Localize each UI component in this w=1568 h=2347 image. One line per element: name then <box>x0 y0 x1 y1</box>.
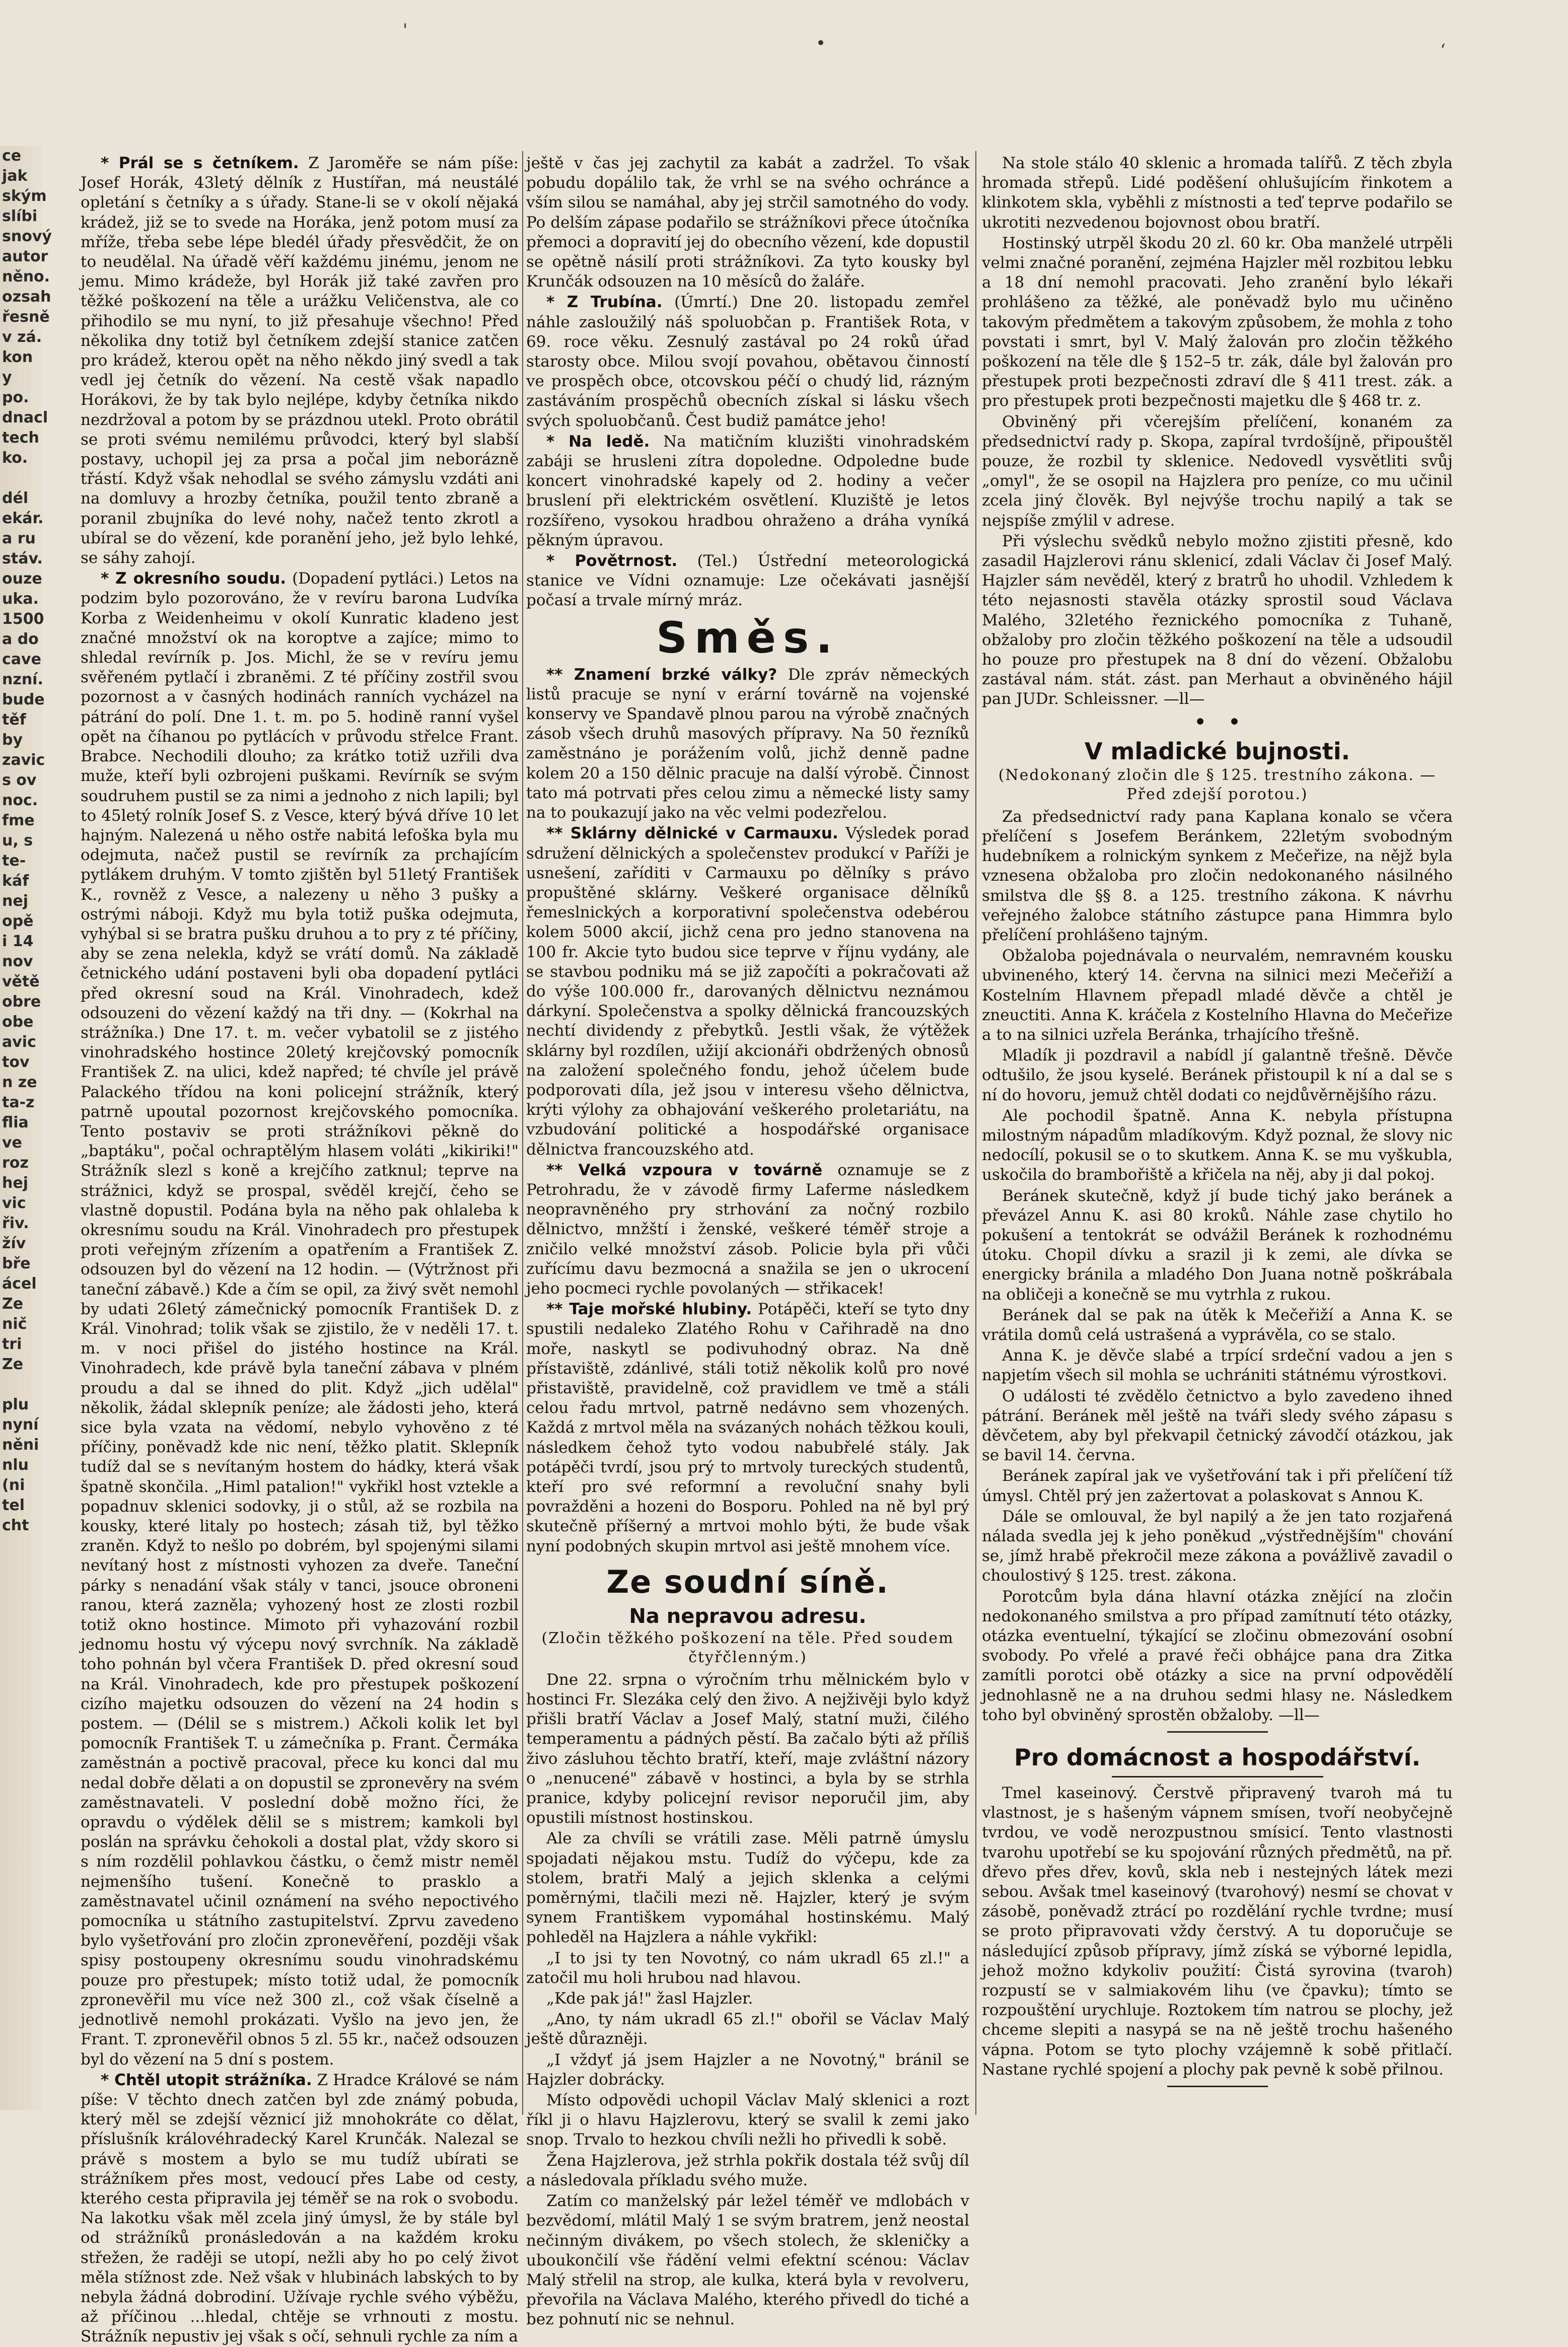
article-lead: * Z Trubína. <box>546 293 663 312</box>
article-lead: * Z okresního soudu. <box>101 570 287 588</box>
article-body: O události té zvědělo četnictvo a bylo zavedeno ihned pátrání. Beránek měl ještě na tváři sledy svého zápasu s děvčetem, aby byl překvapil četnický závodčí otázkou, jak se bavil 14. června. <box>982 1387 1453 1465</box>
article-body: Dle zpráv německých listů pracuje se nyní v erární továrně na vojenské konservy ve Spandavě plnou parou na výrobě značných zásob všech druhů masových přípravy. Na 50 řezníků zaměstnáno je porážením volů, jichž denně padne kolem 20 a 150 dělnic pracuje na další výrobě. Činnost tato má potrvati přes celou zimu a německé listy samy na to poukazují jako na věc velmi podezřelou. <box>526 665 969 822</box>
article-subtitle: (Zločin těžkého poškození na těle. Před soudem čtyřčlenným.) <box>541 1629 954 1666</box>
article-continuation: ještě v čas jej zachytil za kabát a zadržel. To však pobudu dopálilo tak, že vrhl se na svého ochránce a vším silou se namáhal, aby jej strčil samotného do vody. Po delším zápase podařilo se strážníkovi přece útočníka přemoci a dopravití jej do obecního vězení, kde dopustil se opětně násilí proti strážníkovi. Za tyto kousky byl Krunčák odsouzen na 10 měsíců do žaláře. <box>526 154 969 291</box>
quote-line: „I to jsi ty ten Novotný, co nám ukradl 65 zl.!" a zatočil mu holi hrubou nad hlavou. <box>526 1949 969 1987</box>
quote-line: „Kde pak já!" žasl Hajzler. <box>546 1989 753 2008</box>
article-jaromer <box>81 154 519 568</box>
article-body: Potápěči, kteří se tyto dny spustili nedaleko Zlatého Rohu v Cařihradě na dno moře, naskytl se podivuhodný obraz. Na dně přístaviště, zdánlivé, stáli totiž několik kolů pro nové přistaviště, pravidelně, což pravidlem ve tmě a stáli celou řadu mrtvol, patrně nedávno sem vhozených. Každá z mrtvol měla na svázaných nohách těžkou kouli, následkem čehož tyto vodou nabubřelé stály. Jak potápěči tvrdí, jsou prý to mrtvoly tureckých studentů, kteří pro své reformní a revoluční snahy byli povražděni a hozeni do Bosporu. Pohled na ně byl prý skutečně příšerný a mrtvoi mohlo býti, že bude však nyní podobných skupin mrtvol asi ještě mnohem více. <box>526 1300 969 1555</box>
column-2 <box>526 154 970 2329</box>
section-heading-soudni-sin: Ze soudní síně. <box>606 1563 889 1600</box>
article-body: (Tel.) Ústřední meteorologická stanice ve Vídni oznamuje: Lze očekávati jasnější počasí a trvale mírný mráz. <box>526 552 970 610</box>
section-divider <box>1167 1731 1268 1733</box>
article-body: Tmel kaseinový. Čerstvě připravený tvaroh má tu vlastnost, je s hašeným vápnem smísen, tvoří neobyčejně tvrdou, ve vodě nerozpustnou smísicí. Tento vlastnosti tvarohu upotřebí se ku spojování různých předmětů, na př. dřevo přes dřev, kovů, skla neb i nestejných látek mezi sebou. Avšak tmel kaseinový (tvarohový) nesmí se chovat v zásobě, poněvadž ztrácí po rozdělání rychle tvrdne; musí se proto připravovati vždy čerstvý. A tu doporučuje se následující způsob přípravy, jímž získá se výborné lepidla, jehož možno kdykoliv použití: Čistá syrovina (tvaroh) rozpustí se v salmiakovém lihu (ve čpavku); tímto se rozpouštění urychluje. Roztokem tím natrou se plochy, jež chceme slepiti a nasypá se na ně ještě trochu hašeného vápna. Potom se tyto plochy vzájemně k sobě přitlačí. Nastane rychlé spojení a plochy pak pevně k sobě přilnou. <box>982 1784 1453 2079</box>
article-lead: ** Sklárny dělnické v Carmauxu. <box>546 824 838 843</box>
quote-line: „I vždyť já jsem Hajzler a ne Novotný," bránil se Hajzler dobrácky. <box>526 2050 969 2089</box>
article-body: Z Jaroměře se nám píše: Josef Horák, 43letý dělník z Hustířan, má neustálé opletání s četníky a s úřady. Stane-li se v okolí nějaká krádež, již se to svede na Horáka, jenž potom musí za mříže, třeba sebe lépe bledél úřady přesvědčit, že on to neudělal. Na úřadě věří každému jinému, jenom ne jemu. Mimo krádeže, byl Horák již také zavřen pro těžké poškození na těle a urážku Veličenstva, ale co přihodilo se mu nyní, to již přesahuje všechno! Před několika dny totiž byl četníkem zdejší stanice zatčen pro krádež, kterou opět na něho někdo jiný svedl a tak vedl jej četník do vězení. Na cestě však napadlo Horákovi, že by tak bylo nejlépe, kdyby četníka nikdo nezdržoval a potom by se prázdnou utekl. Proto obrátil se proti svému nemilému průvodci, který byl slabší postavy, uchopil jej za prsa a počal jim neborázně třástí. Když však nehodlal se svého zámyslu vzdáti ani na domluvy a hrozby četníka, použil tento zbraně a poranil zbujníka do levé nohy, načež tento zkrotl a ubíral se do vězení, kde poranění jeho, jež bylo lehké, se sáhy zahojí. <box>81 154 519 567</box>
article-body: oznamuje se z Petrohradu, že v závodě firmy Laferme následkem neopravněného pry strhování za nočný rozbilo dělnictvo, mnžští i ženské, veškeré téměř stroje a zničilo velké množství zásob. Policie byla při vůči zuřícímu davu bezmocná a snažila se jen o ukrocení jeho pocmeci rychle povolaných — střikacek! <box>526 1161 969 1298</box>
article-lead: ** Taje mořské hlubiny. <box>546 1300 752 1319</box>
article-na-lede <box>526 432 969 550</box>
article-body: Beránek skutečně, když jí bude tichý jako beránek a převázel Annu K. asi 80 kroků. Náhle zase chytilo ho pokušení a tentokrát se odvážil Beránek k rozhodnému útoku. Chopil dívku a srazil ji k zemi, ale dívka se energicky bránila a mladého Don Juana notně poškrábala na obličeji a konečně se mu vytrhla z rukou. <box>982 1186 1453 1304</box>
article-body: Ale za chvíli se vrátili zase. Měli patrně úmyslu spojadati nějakou mstu. Tudíž do výčepu, kde za stolem, bratři Malý a jejich sklenka a celými poměrnými, tlačili mezi ně. Hajzler, který je svým synem Františkem vypomáhal hostinskému. Malý pohleděl na Hajzlera a náhle vykřikl: <box>526 1829 969 1947</box>
article-body: Hostinský utrpěl škodu 20 zl. 60 kr. Oba manželé utrpěli velmi značné poranění, zejména Hajzler měl rozbitou lebku a 18 dní nemohl pracovati. Jeho zranění bylo lékaři prohlášeno za těžké, ale poněvadž bylo mu učiněno takovým předmětem a takovým způsobem, že mohla z toho povstati i smrt, byl V. Malý žalován pro zločin těžkého poškození na těle dle § 152–5 tr. zák, dále byl žalován pro přestupek proti bezpečnosti zdraví dle § 411 trest. zák. a pro přestupek proti bezpečnosti majetku dle § 468 tr. z. <box>982 234 1453 410</box>
article-lead: ** Znamení brzké války? <box>546 665 777 684</box>
article-body: Dále se omlouval, že byl napilý a že jen tato rozjařená nálada svedla jej k jeho poněkud „výstřednějším" chování se, jímž hrabě překročil meze zákona a povážlivě zavadil o choulostivý § 125. trest. zákona. <box>982 1507 1453 1585</box>
article-body: Dne 22. srpna o výročním trhu mělnickém bylo v hostinci Fr. Slezáka celý den živo. A nejživěji bylo když přišli bratří Václav a Josef Malý, statní muži, čilého temperamentu a pádných pěstí. Ba začalo býti až příliš živo zásluhou těchto bratří, kteří, maje zvláštní názory o „nenucené" zábavě v hostinci, a byla by se strhla pranice, kdyby policejní revisor neporučil jim, aby opustili místnost hostinskou. <box>526 1670 969 1827</box>
article-body: Beránek dal se pak na útěk k Mečeřiží a Anna K. se vrátila domů celá ustrašená a vyprávěla, co se stalo. <box>982 1306 1453 1344</box>
article-body: Za předsednictví rady pana Kaplana konalo se včera přelíčení s Josefem Beránkem, 22letým svobodným hudebníkem a rolnickým synkem z Mečeřize, na nějž byla vznesena obžaloba pro zločin nedokonaného násilného smilstva dle §§ 8. a 125. trestního zákona. K návrhu veřejného žalobce státního zástupce pana Himmra bylo přelíčení prohlášeno tajným. <box>982 807 1453 944</box>
article-title-mladicke: V mladické bujnosti. <box>1084 737 1350 765</box>
article-povetrnost <box>526 551 969 611</box>
article-body: (Dopadení pytláci.) Letos na podzim bylo pozorováno, že v revíru barona Ludvíka Korba z Weidenheimu v okolí Kunratic kladeno jest značné množství ok na koroptve a zajíce; mimo to shledal revírník p. Jos. Michl, že se v revíru jemu svěřeném pytlačí i zbraněmi. Z té příčiny zostřil svou pozornost a v časných hodinách ranních vycházel na pátrání do polí. Dne 1. t. m. po 5. hodině ranní vyšel opět na číhanou po pytlácích v průvodu střelce Frant. Brabce. Nechodili dlouho; za krátko totiž uzřili dva muže, kteří byli ozbrojeni puškami. Revírník se svým soudruhem pustil se za nimi a jednoho z nich lapili; byl to 45letý rolník Josef S. z Vesce, který bývá dříve 10 let hajným. Nalezená u něho ostře nabitá lefoška byla mu odejmuta, načež pustil se revírník za prchajícím pytlákem druhým. V tomto zjištěn byl 51letý František K., rovněž z Vesce, a nalezeny u něho 3 pušky a ostrými náboji. Když mu byla totiž puška odejmuta, vyhýbal si se bratra pušku druhou a to pry z té příčiny, aby se zena nelekla, když se vrátí domů. Na základě četnického udání postaveni byli oba dopadení pytláci před okresní soud na Král. Vinohradech, kdež odsouzeni do vězení každý na tři dny. — (Kokrhal na strážníka.) Dne 17. t. m. večer vybatolil se z jistého vinohradského hostince 20letý krejčovský pomocník František Z. na ulici, kdež napřed; té chvíle jel právě Palackého třídou na koni policejní strážník, který patrně upoutal pozornost krejčovského pomocníka. Tento postaviv se proti strážníkovi pěkně do „baptáku", počal ochraptělým hlasem voláti „kikiriki!" Strážník slezl s koně a krejčího zatknul; teprve na strážnici, když se prospal, svěděl krejčí, čeho se vlastně dopustil. Podána byla na něho pak ohlaleba k okresnímu soudu na Král. Vinohradech pro přestupek proti veřejným zřízením a opatřením a František Z. odsouzen byl do vězení na 12 hodin. — (Výtržnost při taneční zábavě.) Kde a čím se opil, za živý svět nemohl by udati 26letý zámečnický pomocník František D. z Král. Vinohrad; tolik však se zjistilo, že v neděli 17. t. m. v noci přišel do jistého hostince na Král. Vinohradech, kde právě byla taneční zábava v plném proudu a dal se ihned do plit. Když „jich udělal" několik, žádal sklepník peníze; ale žádosti jeho, která sice byla vzata na vědomí, nebylo vyhověno z té příčiny, poněvadž kde nic není, těžko platit. Sklepník tudíž dal se s nevítaným hostem do hádky, která však špatně skončila. „Himl patalion!" vykřikl host vztekle a popadnuv sklenici sodovky, ji o stůl, až se rozbila na kousky, které litaly po hostech; zásah tiž, byl těžko zraněn. Když to nešlo po dobrém, byl spojenými silami nevítaný host z místnosti vyhozen za dveře. Taneční párky s nenadání však stály v tanci, jsouce obroneni ranou, která zazněla; vyhozený host ze zlosti rozbil totiž okno hostince. Mimoto při vyhazování rozbil jednomu hostu vý výcepu nový svrchník. Na základě toho pohnán byl včera František D. před okresní soud na Král. Vinohradech, kde pro přestupek poškození cizího majetku odsouzen do vězení na 24 hodin s postem. — (Délil se s mistrem.) Ačkoli kolik let byl pomocník František T. u zámečníka p. Frant. Čermáka zaměstnán a poctivě pracoval, přece ku konci dal mu nedal dobře dělati a on dopustil se zpronevěry na svém zaměstnavateli. V poslední době možno říci, že opravdu o výdělek dělil se s mistrem; kamkoli byl poslán na správku čehokoli a dostal plat, vždy skoro si s ním rozdělil pohlavkou částku, o čemž mistr neměl nejmenšího tušení. Konečně to prasklo a zaměstnavatel učinil oznámení na svého nepoctivého pomocníka u státního zastupitelství. Zprvu zavedeno bylo vyšetřování pro zločin zpronevěření, později však spisy postoupeny okresnímu soudu vinohradskému pouze pro přestupek; místo totiž udal, že pomocník zpronevěřil mu více než 300 zl., což však číselně a jednotlivě nemohl prokázati. Vyšlo na jevo jen, že Frant. T. zpronevěřil obnos 5 zl. 55 kr., načež odsouzen byl do vězení na 5 dní s postem. <box>81 570 519 2069</box>
article-title-nepravou: Na nepravou adresu. <box>629 1604 867 1628</box>
article-body: Na matičním kluzišti vinohradském zabáji se hrusleni zítra dopoledne. Odpoledne bude koncert vinohradské kapely od 2. hodiny a večer bruslení při elektrickém osvětlení. Kluziště je letos rozšířeno, vysokou hradbou ohraženo a dráha vyníká pěkným úpravou. <box>526 432 969 549</box>
column-rule-1 <box>522 151 523 2115</box>
column-1 <box>81 154 519 2346</box>
article-lead: * Na ledě. <box>546 432 650 451</box>
column-3 <box>982 154 1453 2112</box>
column-rule-2 <box>975 151 976 2115</box>
gutter-text: ce jak ským slíbi snový autor něno. ozsah řesně v zá. kon y po. dnacl tech ko. dél ekár. a ru stáv. ouze uka. 1500 a do cave nzní. bude těf by zavic s ov noc. fme u, s te- káf nej opě i 14 nov větě obre obe avic tov n ze ta-z flia ve roz hej vic řiv. žív bře ácel Ze nič tri Ze plu nyní něni nlu (ni tel cht <box>2 147 52 1534</box>
article-body: Při výslechu svědků nebylo možno zjistiti přesně, kdo zasadil Hajzlerovi ránu sklenicí, zdali Václav či Josef Malý. Hajzler sám nevěděl, který z bratrů ho uhodil. Vzhledem k této nejasnosti stavěla otázky sprostil soud Václava Malého, 32letého řeznického pomocníka z Tuhaně, obžaloby pro zločin těžkého poškození na těle a udsoudil ho pouze pro přestupek na 8 dní do vězení. Obžalobu zastával nám. stát. zást. pan Merhaut a obviněného hájil pan JUDr. Schleissner. —ll— <box>982 532 1453 708</box>
article-okresni-soud <box>81 569 519 2069</box>
article-body: Místo odpovědi uchopil Václav Malý sklenici a rozt říkl ji o hlavu Hajzlerovu, který se svalil k zemi jako snop. Trvalo to hezkou chvíli nežli ho přivedli k sobě. <box>526 2091 969 2149</box>
page-mark: • <box>816 33 826 53</box>
article-body: Na stole stálo 40 sklenic a hromada talířů. Z těch zbyla hromada střepů. Lidé poděšení ohlušujícím řinkotem a klinkotem skla, vyběhli z místnosti a teď teprve podařilo se ukrotiti nezvedenou bojovnost obou bratří. <box>982 154 1453 232</box>
article-body: Porotcům byla dána hlavní otázka znějící na zločin nedokonaného smilstva a pro případ zamítnutí této otázky, otázka eventuelní, týkající se zločinu obmezování osobní svobody. Po vřelé a pravé řeči obhájce pana dra Zitka zamítli porotci obě otázky a sice na první odpovědělí jednohlasně ne a na druhou sedmi hlasy ne. Následkem toho byl obviněný sprostěn obžaloby. —ll— <box>982 1587 1453 1724</box>
article-body: Z Hradce Králové se nám píše: V těchto dnech zatčen byl zde známý pobuda, který měl se zdejší věznicí již mnohokráte co dělat, příslušník královéhradecký Karel Krunčák. Nalezal se právě s mostem a bylo se mu tudíž ubírati se strážníkem přes most, vedoucí přes Labe od cesty, kterého cesta připravila jej téměř se na rok o svobodu. Na lakotku však měl zcela jiný úmysl, že by stále byl od strážníků pronásledován a na každém kroku střežen, že raději se utopí, nežli aby ho po celý život měla stížnost zde. Než však v hlubinách labských to by nebyla žádná dobrodiní. Užívaje rychle svého výběžu, až příčinou ...hledal, chtěje se vrhnouti z mostu. Strážník nepustiv jej však s očí, sehnuli rychle za ním a <box>81 2071 519 2346</box>
article-hradec <box>81 2071 519 2347</box>
article-lead: * Chtěl utopit strážníka. <box>101 2071 312 2089</box>
article-lead: * Prál se s četníkem. <box>101 154 299 172</box>
article-body: Žena Hajzlerova, jež strhla pokřik dostala též svůj díl a následovala příkladu svého muže. <box>526 2151 969 2189</box>
article-body: Zatím co manželský pár ležel téměř ve mdlobách v bezvědomí, mlátil Malý 1 se svým bratrem, jenž neostal nečinným divákem, po všech stolech, že skleničky a uboukončilí vše řádění velmi efektní scénou: Václav Malý střelil na strop, ale kulka, která byla v revolveru, převořila na Václava Malého, kterého přivedl do tiché a bez pohnutí nic se nehnul. <box>526 2192 969 2329</box>
page-mark: ʻ <box>1440 40 1446 60</box>
section-heading-smes: Směs. <box>656 612 839 663</box>
article-body: Anna K. je děvče slabé a trpící srdeční vadou a jen s napjetím všech sil mohla se uchrániti státnému výrostkovi. <box>982 1346 1453 1385</box>
article-body: Obžaloba pojednávala o neurvalém, nemravném kousku ubvineného, který 14. června na silnici mezi Mečeřiží a Kostelním Hlavnem přepadl mladé děvče a chtěl je zneuctiti. Anna K. kráčela z Kostelního Hlavna do Mečeřize a to na silnici uzřela Beránka, trhajícího třešně. <box>982 947 1453 1044</box>
smes-item <box>526 1300 969 1556</box>
page-mark: ' <box>403 20 408 40</box>
article-body: Mladík ji pozdravil a nabídl jí galantně třešně. Děvče odtušilo, že jsou kyselé. Beránek přistoupil k ní a dal se s ní do hovoru, jemuž chtěl dodati co nejdůvěrnějšího rázu. <box>982 1046 1453 1104</box>
section-divider <box>1112 1776 1323 1777</box>
article-body: Obviněný při včerejším přelíčení, konaném za předsednictví rady p. Skopa, zapíral tvrdošíjně, připouštěl pouze, že rozbil ty sklenice. Nedovedl vysvětliti svůj „omyl", že se osopil na Hajzlera pro peníze, co mu učinil zcela jiný člověk. Byl nejvýše trochu napilý a tak se nejspíše zmýlil v adrese. <box>982 412 1453 530</box>
article-subtitle: (Nedokonaný zločin dle § 125. trestního zákona. — Před zdejší porotou.) <box>998 766 1437 803</box>
article-lead: * Povětrnost. <box>546 552 678 571</box>
smes-item <box>526 1161 969 1299</box>
quote-line: „Ano, ty nám ukradl 65 zl.!" obořil se Václav Malý ještě důrazněji. <box>526 2010 969 2048</box>
smes-item <box>526 665 969 823</box>
smes-item <box>526 824 969 1159</box>
article-body: Výsledek porad sdružení dělnických a společenstev produkcí v Paříži je usnešení, zaříditi v Carmauxu po dělníky s právo propuštěné sklárny. Veškeré organisace dělníků řemeslnických a korporativní společenstva odebérou kolem 5000 akcií, jichž cena pro jedno stanovena na 100 fr. Akcie tyto budou sice teprve v říjnu vydány, ale se stavbou podniku má se již započíti a pokračovati až do výše 100.000 fr., darovaných dělnictvu neznámou dárkyní. Společenstva a spolky dělnická francouzských nechtí dividendy z přebytků. Jestli však, že výtěžek sklárny byl rozdílen, užijí akcionáři obdržených obnosů na založení společného fondu, jehož účelem bude podporovati díla, jež jsou v interesu všeho dělnictva, krýti výlohy za obhajování veškerého proletariátu, na vzbudování politické a hospodářské organisace dělnictva francouzského atd. <box>526 824 969 1159</box>
article-body: Beránek zapíral jak ve vyšetřování tak i při přelíčení tíž úmysl. Chtěl prý jen zažertovat a polaskovat s Annou K. <box>982 1467 1453 1505</box>
article-lead: ** Velká vzpoura v továrně <box>546 1161 823 1179</box>
separator-dots: • • <box>1193 709 1241 735</box>
adjacent-page-gutter <box>0 146 52 2110</box>
article-body: (Úmrtí.) Dne 20. listopadu zemřel náhle zasloužilý náš spoluobčan p. František Rota, v 69. roce věku. Zesnulý zastával po 24 roků úřad starosty obce. Milou svojí povahou, obětavou činností ve prospěch obce, otcovskou péčí o chudý lid, rázným zastáváním prospěchů obecních získal si lásku všech svých spoluobčanů. Čest budiž památce jeho! <box>526 293 969 430</box>
section-divider <box>1167 2086 1268 2087</box>
section-heading-domacnost: Pro domácnost a hospodářství. <box>1014 1744 1421 1771</box>
article-trubin <box>526 293 969 431</box>
article-body: Ale pochodil špatně. Anna K. nebyla přístupna milostným nápadům mladíkovým. Když poznal, že slovy nic nedocílí, pokusil se o to skutkem. Anna K. se mu vyškubla, uskočila do brambořiště a křičela na něj, aby ji dal pokoj. <box>982 1106 1453 1184</box>
